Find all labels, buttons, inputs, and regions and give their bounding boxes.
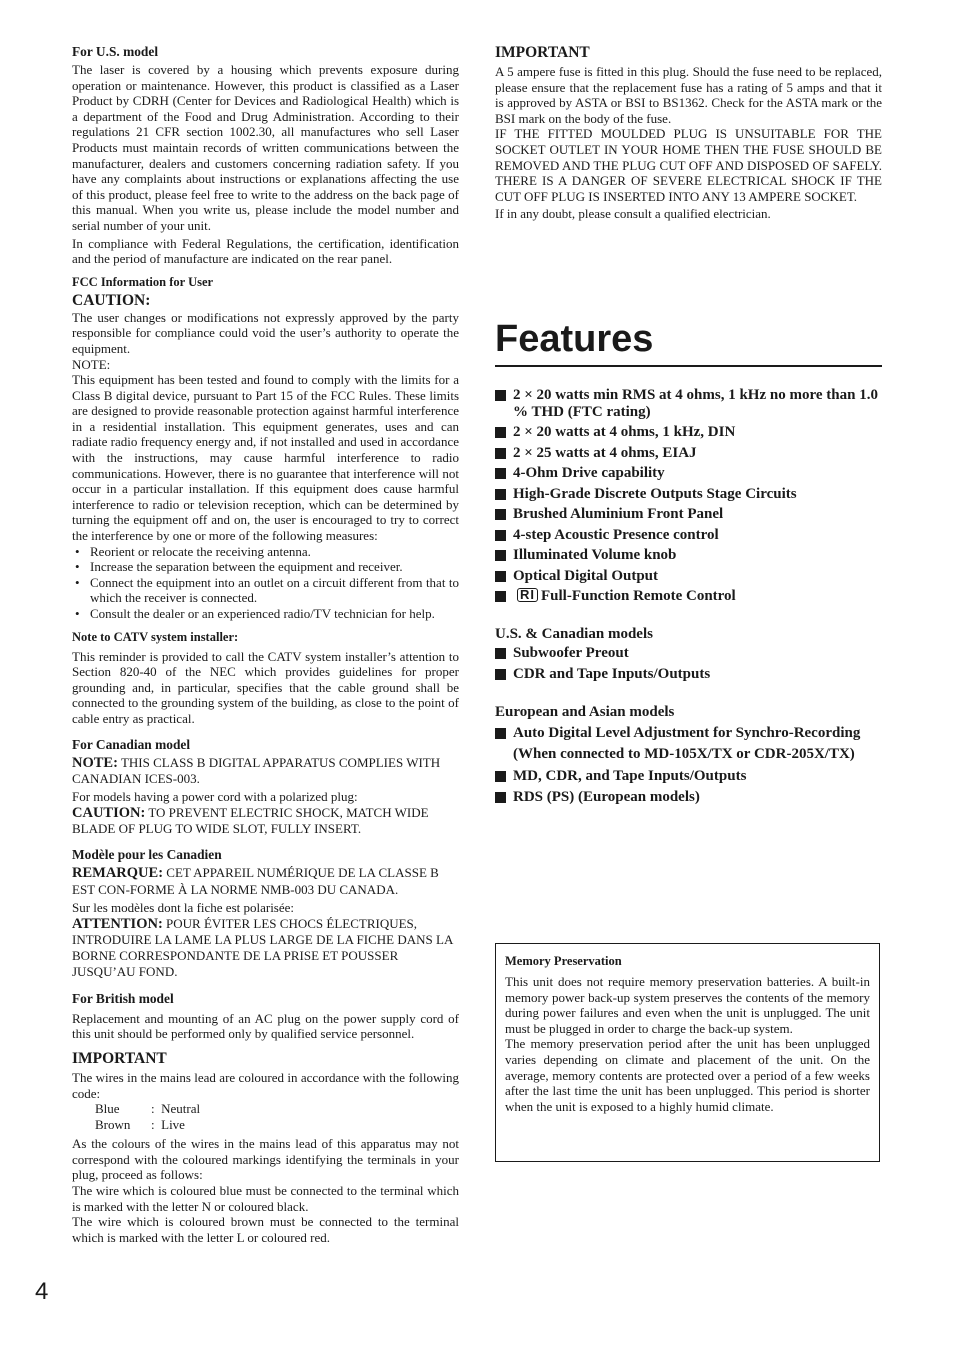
list-item: • Consult the dealer or an experienced radio/TV technician for help. — [72, 606, 459, 622]
feature-text: 4-Ohm Drive capability — [513, 465, 665, 482]
list-item — [495, 424, 882, 441]
memory-heading: Memory Preservation — [505, 954, 622, 968]
feature-text: 2 × 25 watts at 4 ohms, EIAJ — [513, 444, 697, 461]
note-label: NOTE: — [72, 754, 118, 771]
british-text: Replacement and mounting of an AC plug on the power supply cord of this unit should be performed only by qualified service personnel. — [72, 1010, 459, 1042]
feature-text: High-Grade Discrete Outputs Stage Circuits — [513, 485, 797, 502]
feature-text: 4-step Acoustic Presence control — [513, 526, 719, 543]
bullet-square-icon — [495, 669, 506, 680]
list-item — [495, 387, 882, 421]
important-right-para1: A 5 ampere fuse is fitted in this plug. Should the fuse need to be replaced, please ensure that the replacement fuse has a rating of 5 amps and that it is approved by ASTA or BSI to BS1362. Check for the ASTA mark or the BSI mark on the body of the fuse. — [495, 64, 882, 126]
feature-text: RDS (PS) (European models) — [513, 788, 700, 805]
wire-code-row — [72, 1117, 459, 1133]
right-column — [495, 44, 882, 809]
fcc-note-text: This equipment has been tested and found to comply with the limits for a Class B digital device, pursuant to Part 15 of the FCC Rules. These limits are designed to provide reasonable protection against harmful interference in a residential installation. This equipment generates, uses and can radiate radio frequency energy and, if not installed and used in accordance with the instructions, may cause harmful interference to radio communications. However, there is no guarantee that interference will not occur in a particular installation. If this equipment does cause harmful interference to radio or television reception, which can be determined by turning the equipment off and on, the user is encouraged to try to correct the interference by one or more of the following measures: — [72, 372, 459, 544]
remarque-label: REMARQUE: — [72, 865, 164, 882]
us-canadian-list — [495, 645, 882, 683]
wire-sep: : — [151, 1101, 155, 1117]
bullet-square-icon — [495, 509, 506, 520]
us-model-compliance: In compliance with Federal Regulations, the certification, identification and the period of manufacture are indicated on the rear panel. — [72, 235, 459, 267]
canadien-fr-fiche-text: Sur les modèles dont la fiche est polarisée: — [72, 899, 295, 915]
feature-text: Optical Digital Output — [513, 567, 659, 584]
important-right-para2: IF THE FITTED MOULDED PLUG IS UNSUITABLE FOR THE SOCKET OUTLET IN YOUR HOME THEN THE FUSE SHOULD BE REMOVED AND THE PLUG CUT OFF AND DISPOSED OF SAFELY. THERE IS A DANGER OF SEVERE ELECTRICAL SHOCK IF THE CUT OFF PLUG IS INSERTED INTO ANY 13 AMPERE SOCKET. — [495, 126, 882, 204]
list-item — [495, 723, 882, 765]
fcc-caution-label: CAUTION: — [72, 291, 151, 309]
important-left-intro: The wires in the mains lead are coloured in accordance with the following code: — [72, 1069, 459, 1101]
list-item — [495, 568, 882, 585]
page-number: 4 — [35, 1278, 49, 1305]
list-item — [495, 527, 882, 544]
note-text: THIS CLASS B DIGITAL APPARATUS COMPLIES WITH CANADIAN ICES-003. — [72, 754, 441, 786]
fcc-measures-list — [72, 544, 459, 622]
attention-label: ATTENTION: — [72, 915, 163, 932]
list-item — [495, 789, 882, 806]
wire-meaning: Live — [161, 1116, 185, 1132]
list-item — [495, 666, 882, 683]
list-item: • Increase the separation between the equipment and receiver. — [72, 559, 459, 575]
wire-meaning: Neutral — [161, 1101, 201, 1117]
us-model-heading: For U.S. model — [72, 44, 159, 59]
canadian-note — [72, 755, 459, 788]
bullet-square-icon — [495, 648, 506, 659]
list-item: • Reorient or relocate the receiving antenna. — [72, 544, 459, 560]
canadian-plug-text: For models having a power cord with a polarized plug: — [72, 789, 358, 805]
fcc-caution-text: The user changes or modifications not expressly approved by the party responsible for compliance could void the user’s authority to operate the equipment. — [72, 309, 459, 356]
important-right-para3: If in any doubt, please consult a qualified electrician. — [495, 206, 771, 222]
feature-text: Subwoofer Preout — [513, 645, 629, 662]
bullet-square-icon — [495, 489, 506, 500]
spacer — [495, 222, 882, 317]
remarque-text: CET APPAREIL NUMÉRIQUE DE LA CLASSE B EST CON-FORME À LA NORME NMB-003 DU CANADA. — [72, 865, 439, 897]
list-item — [495, 768, 882, 785]
bullet-square-icon — [495, 468, 506, 479]
feature-text: Auto Digital Level Adjustment for Synchro-Recording (When connected to MD-105X/TX or CDR-205X/TX) — [513, 724, 861, 762]
bullet-square-icon — [495, 591, 506, 602]
bullet-square-icon — [495, 792, 506, 803]
left-column — [72, 44, 459, 1245]
list-item — [495, 486, 882, 503]
canadian-caution — [72, 805, 459, 838]
catv-heading: Note to CATV system installer: — [72, 629, 239, 644]
euro-asian-list — [495, 723, 882, 806]
features-list — [495, 387, 882, 606]
feature-text: MD, CDR, and Tape Inputs/Outputs — [513, 768, 747, 785]
list-item: • Connect the equipment into an outlet on a circuit different from that to which the receiver is connected. — [72, 575, 459, 606]
canadien-fr-heading: Modèle pour les Canadien — [72, 847, 222, 863]
list-item — [495, 445, 882, 462]
list-item — [495, 645, 882, 662]
list-item — [495, 588, 882, 605]
wire-code-row — [72, 1101, 459, 1117]
attention-text: POUR ÉVITER LES CHOCS ÉLECTRIQUES, INTRODUIRE LA LAME LA PLUS LARGE DE LA FICHE DANS LA BORNE CORRESPONDANTE DE LA PRISE ET POUSSER JUSQU’AU FOND. — [72, 915, 453, 980]
important-left-para1: As the colours of the wires in the mains lead of this apparatus may not correspond with the coloured markings identifying the terminals in your plug, proceed as follows: — [72, 1136, 459, 1183]
us-model-paragraph: The laser is covered by a housing which prevents exposure during operation or maintenance. However, this product is classified as a Laser Product by CDRH (Center for Devices and Radiological Health) which is a department of the Food and Drug Administration. According to their regulations 21 CFR section 1002.30, all manufactures who sell Laser Products must maintain records of written communications between the manufacturer, dealers and customers concerning radiation safety. If you have any complaints about instructions or explanations affecting the use of this product, please feel free to write to the address on the back page of this manual. When you write us, please include the model number and serial number of your unit. — [72, 62, 459, 233]
memory-para2: The memory preservation period after the unit has been unplugged varies depending on climate and placement of the unit. On the average, memory contents are protected over a period of a few weeks after the last time the unit has been unplugged. This period is shorter when the unit is exposed to a highly humid climate. — [505, 1036, 870, 1114]
canadien-fr-remarque — [72, 865, 459, 898]
features-title: Features — [495, 317, 882, 367]
important-left-para3: The wire which is coloured brown must be connected to the terminal which is marked with the letter L or coloured red. — [72, 1214, 459, 1245]
feature-text: Brushed Aluminium Front Panel — [513, 506, 724, 523]
canadian-heading: For Canadian model — [72, 736, 191, 752]
important-left-para2: The wire which is coloured blue must be connected to the terminal which is marked with the letter N or coloured black. — [72, 1183, 459, 1214]
bullet-square-icon — [495, 427, 506, 438]
bullet-square-icon — [495, 728, 506, 739]
bullet-square-icon — [495, 530, 506, 541]
bullet-square-icon — [495, 550, 506, 561]
feature-text: CDR and Tape Inputs/Outputs — [513, 665, 711, 682]
important-right-heading: IMPORTANT — [495, 44, 590, 61]
caution-label: CAUTION: — [72, 804, 146, 821]
list-item — [495, 547, 882, 564]
list-item — [495, 465, 882, 482]
memory-preservation-box — [495, 943, 880, 1162]
wire-sep: : — [151, 1116, 155, 1132]
wire-colour: Brown — [95, 1116, 131, 1132]
wire-colour: Blue — [95, 1101, 120, 1117]
memory-para1: This unit does not require memory preservation batteries. A built-in memory power back-up system preserves the contents of the memory during power failures and even when the unit is unplugged. The unit must be plugged in order to charge the back-up system. — [505, 974, 870, 1036]
bullet-square-icon — [495, 390, 506, 401]
catv-text: This reminder is provided to call the CATV system installer’s attention to Section 820-40 of the NEC which provides guidelines for proper grounding and, in particular, specifies that the cable ground shall be connected to the grounding system of the building, as close to the point of cable entry as practical. — [72, 648, 459, 726]
feature-text: Full-Function Remote Control — [541, 588, 736, 605]
british-heading: For British model — [72, 990, 174, 1006]
bullet-square-icon — [495, 771, 506, 782]
feature-text: 2 × 20 watts at 4 ohms, 1 kHz, DIN — [513, 424, 736, 441]
caution-text: TO PREVENT ELECTRIC SHOCK, MATCH WIDE BLADE OF PLUG TO WIDE SLOT, FULLY INSERT. — [72, 804, 429, 837]
us-canadian-title: U.S. & Canadian models — [495, 626, 653, 643]
euro-asian-title: European and Asian models — [495, 703, 675, 720]
important-left-heading: IMPORTANT — [72, 1049, 167, 1067]
fcc-heading: FCC Information for User — [72, 274, 214, 289]
fcc-note-label: NOTE: — [72, 356, 111, 372]
canadien-fr-attention — [72, 916, 459, 981]
list-item — [495, 506, 882, 523]
ri-logo-icon: RI — [517, 588, 538, 602]
feature-text: 2 × 20 watts min RMS at 4 ohms, 1 kHz no more than 1.0 % THD (FTC rating) — [513, 386, 878, 420]
bullet-square-icon — [495, 571, 506, 582]
bullet-square-icon — [495, 448, 506, 459]
feature-text: Illuminated Volume knob — [513, 547, 677, 564]
